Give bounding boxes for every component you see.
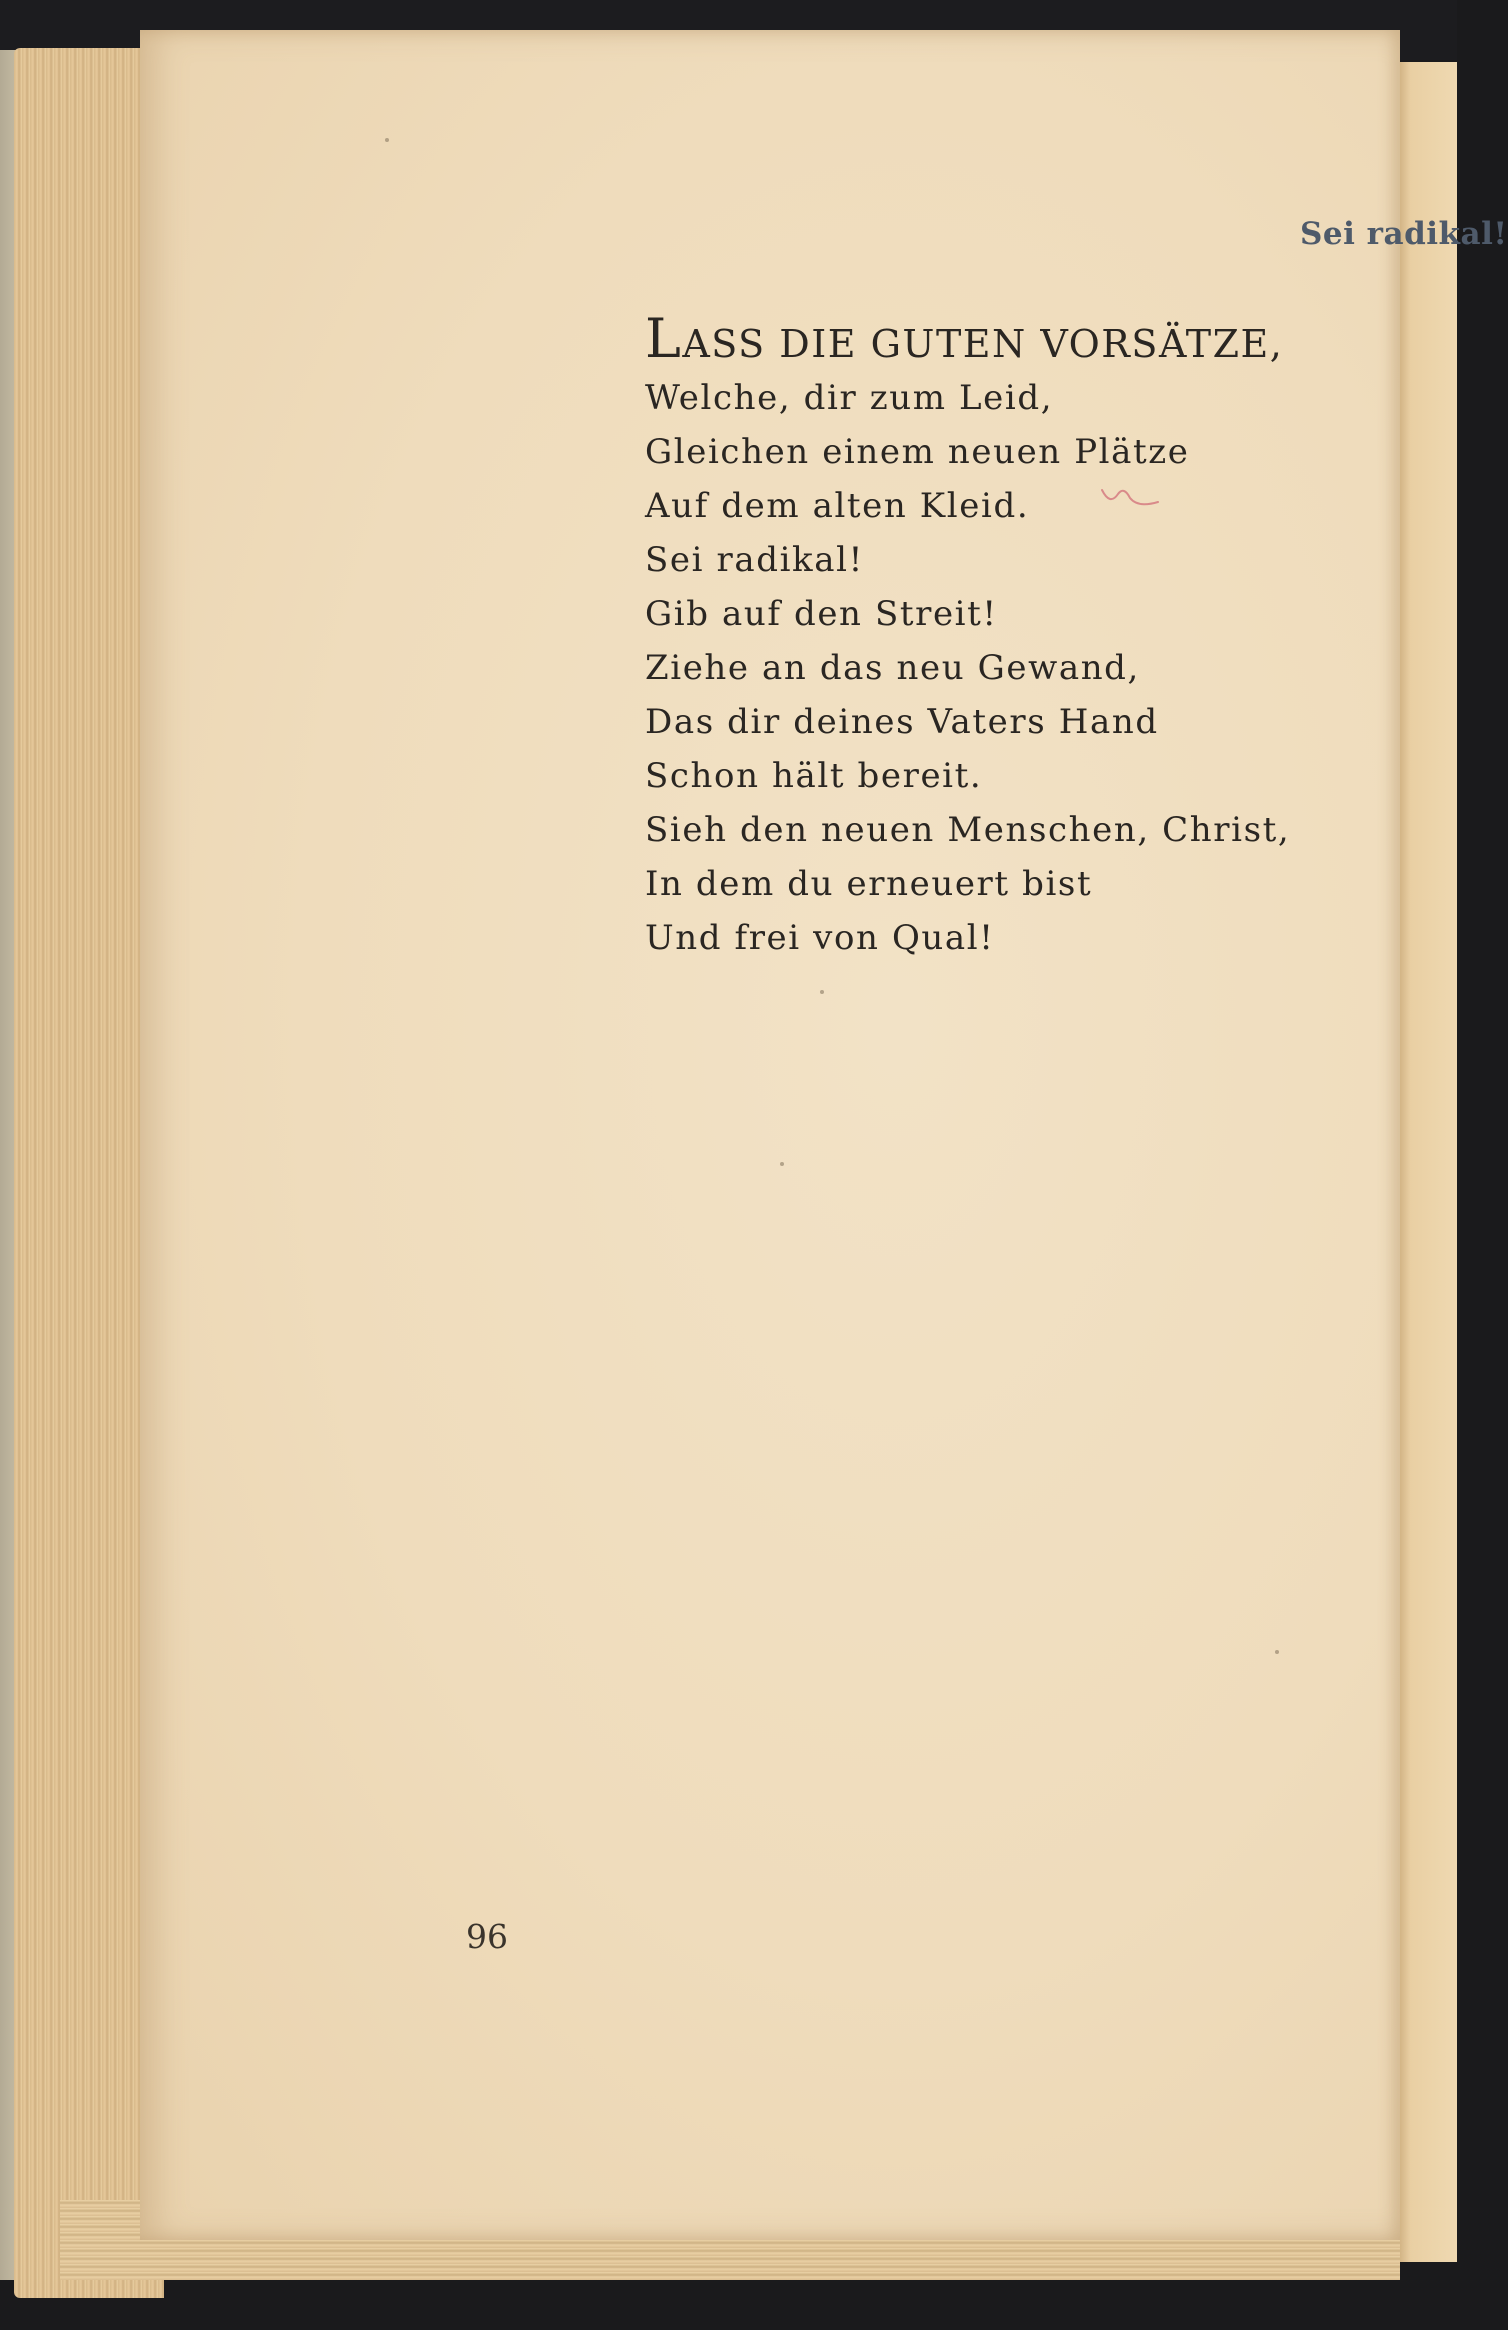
poem-line: Sieh den neuen Menschen, Christ, <box>645 810 1291 850</box>
paper-speck <box>1275 1650 1279 1654</box>
paper-speck <box>780 1162 784 1166</box>
poem <box>645 307 1345 965</box>
book-page <box>140 30 1508 2240</box>
paper-speck <box>385 138 389 142</box>
poem-line: Gib auf den Streit! <box>645 594 998 634</box>
drop-initial: L <box>645 307 683 370</box>
poem-line: Gleichen einem neuen Plätze <box>645 432 1190 472</box>
poem-line: Ziehe an das neu Gewand, <box>645 648 1140 688</box>
running-head: Sei radikal! <box>1300 216 1508 252</box>
page-number: 96 <box>466 1917 508 1956</box>
poem-line: Sei radikal! <box>645 540 864 580</box>
poem-line: In dem du erneuert bist <box>645 864 1093 904</box>
paper-speck <box>820 990 824 994</box>
facing-page-edge <box>1395 62 1457 2262</box>
poem-first-line <box>645 307 1345 371</box>
first-line-rest: ASS DIE GUTEN VORSÄTZE, <box>682 322 1284 366</box>
poem-line: Schon hält bereit. <box>645 756 983 796</box>
pencil-annotation-mark <box>1100 484 1160 508</box>
poem-line: Und frei von Qual! <box>645 918 995 958</box>
poem-line: Auf dem alten Kleid. <box>645 486 1030 526</box>
poem-line: Das dir deines Vaters Hand <box>645 702 1159 742</box>
poem-line: Welche, dir zum Leid, <box>645 378 1054 418</box>
